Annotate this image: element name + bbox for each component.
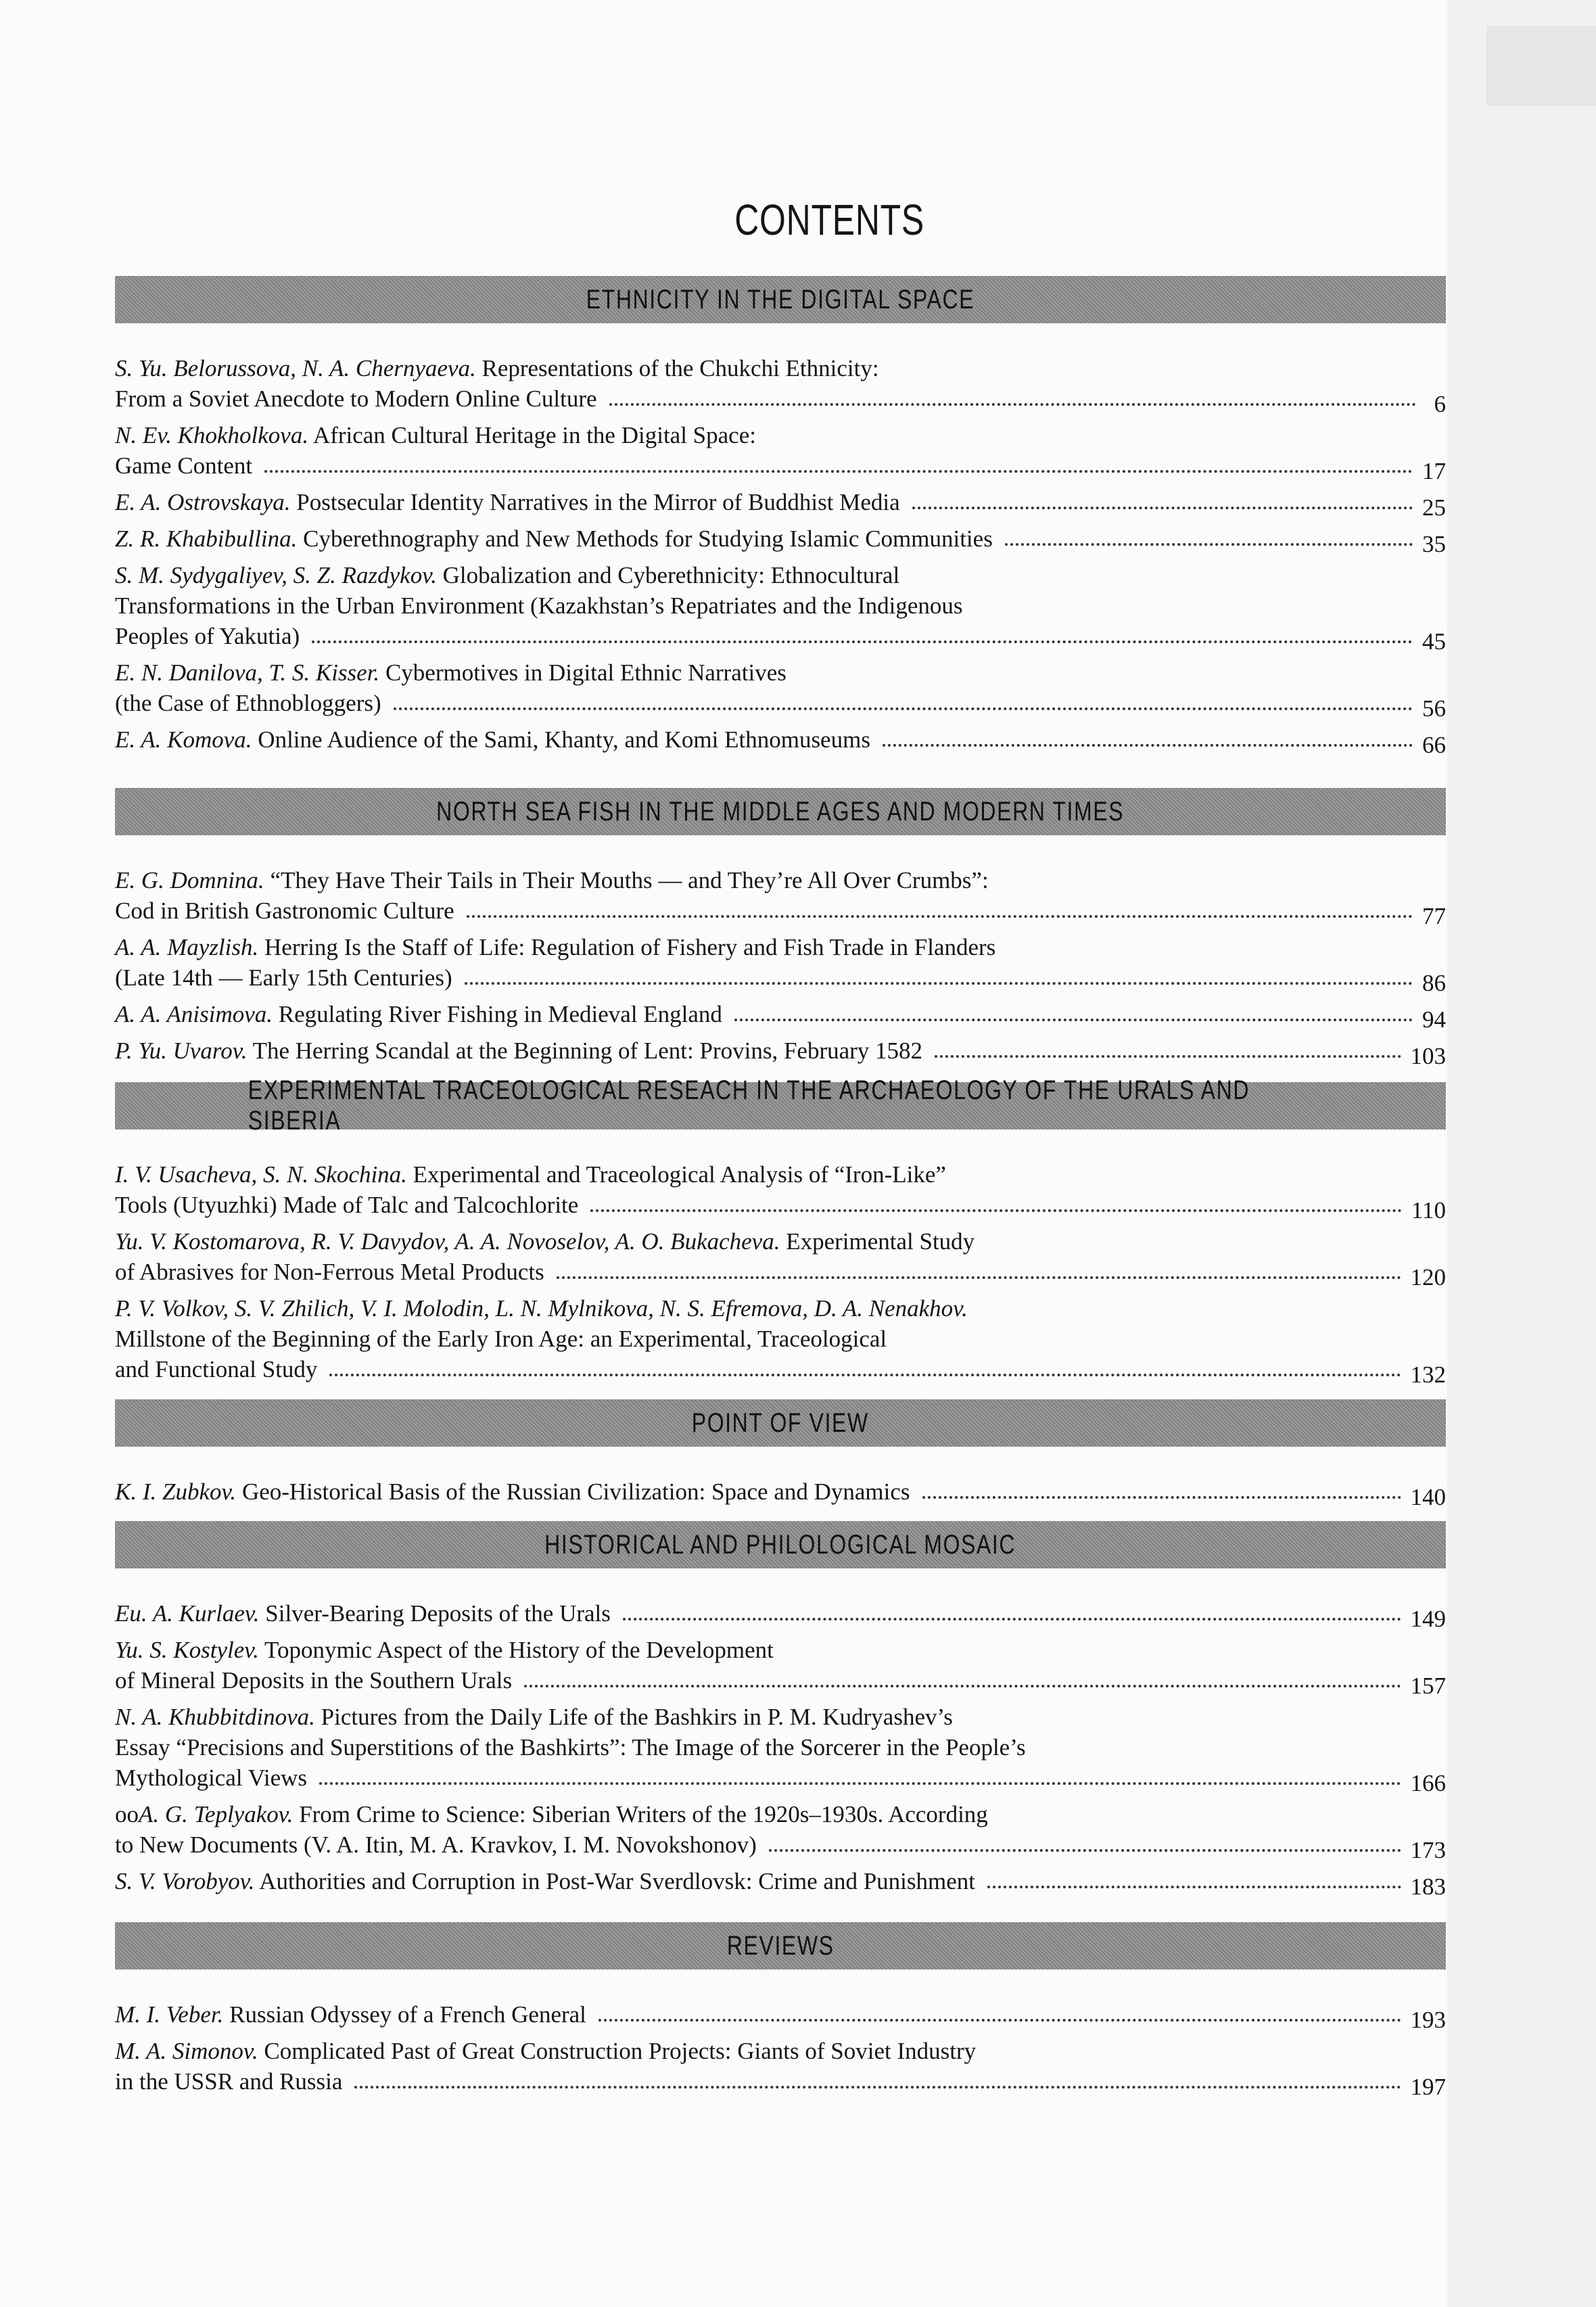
dot-leader	[935, 1055, 1401, 1058]
section-heading-bar	[115, 1922, 1446, 1970]
entry-title: Globalization and Cyberethnicity: Ethnocultural	[436, 562, 900, 588]
entry-title: Essay “Precisions and Superstitions of the Bashkirts”: The Image of the Sorcerer in the People’s	[115, 1734, 1026, 1761]
dot-leader	[524, 1685, 1401, 1687]
entry-title: Regulating River Fishing in Medieval England	[273, 1001, 722, 1027]
entry-text	[115, 422, 756, 448]
entry-authors: E. G. Domnina.	[115, 867, 264, 893]
section-heading: POINT OF VIEW	[691, 1407, 869, 1438]
entry-line	[115, 1324, 1446, 1354]
toc-entry[interactable]	[115, 1635, 1446, 1699]
entry-title: Transformations in the Urban Environment (Kazakhstan’s Repatriates and the Indigenous	[115, 592, 963, 619]
toc-entry[interactable]	[115, 999, 1446, 1033]
toc-section	[115, 1922, 1446, 2103]
page-number: 25	[1422, 494, 1446, 521]
entry-title: Authorities and Corruption in Post-War Sverdlovsk: Crime and Punishment	[254, 1868, 976, 1894]
entry-title: Peoples of Yakutia)	[115, 623, 300, 649]
entry-text	[115, 1763, 307, 1793]
entry-authors: Eu. A. Kurlaev.	[115, 1600, 260, 1627]
entry-title: Toponymic Aspect of the History of the Development	[258, 1637, 774, 1663]
entry-title: African Cultural Heritage in the Digital Space:	[308, 422, 756, 448]
entry-line	[115, 1866, 1446, 1900]
dot-leader	[623, 1618, 1401, 1621]
entry-authors: S. V. Vorobyov.	[115, 1868, 255, 1894]
entry-line	[115, 1476, 1446, 1510]
page-number: 103	[1410, 1043, 1446, 1069]
entry-title: Herring Is the Staff of Life: Regulation of Fishery and Fish Trade in Flanders	[258, 934, 996, 960]
dot-leader	[609, 403, 1416, 406]
entry-text	[115, 355, 879, 381]
entry-title: of Mineral Deposits in the Southern Urals	[115, 1667, 513, 1694]
toc-entry[interactable]	[115, 1598, 1446, 1632]
entry-text	[115, 1326, 887, 1352]
toc-entry[interactable]	[115, 523, 1446, 557]
entry-text	[115, 895, 454, 926]
dot-leader	[557, 1276, 1401, 1279]
entry-line	[115, 450, 1446, 484]
page-number: 132	[1410, 1361, 1446, 1388]
entry-line	[115, 1799, 1446, 1830]
entry-line	[115, 1354, 1446, 1388]
entry-title: (Late 14th — Early 15th Centuries)	[115, 964, 452, 991]
section-heading: EXPERIMENTAL TRACEOLOGICAL RESEACH IN THE ARCHAEOLOGY OF THE URALS AND SIBERIA	[248, 1075, 1250, 1136]
dot-leader	[329, 1374, 1401, 1376]
dot-leader	[319, 1782, 1401, 1785]
toc-entry[interactable]	[115, 1866, 1446, 1900]
dot-leader	[590, 1209, 1401, 1212]
entry-title: Silver-Bearing Deposits of the Urals	[259, 1600, 611, 1627]
page-tab	[1486, 26, 1596, 106]
entry-authors: A. A. Mayzlish.	[115, 934, 259, 960]
entry-line	[115, 1293, 1446, 1324]
entry-title: Tools (Utyuzhki) Made of Talc and Talcochlorite	[115, 1192, 579, 1218]
toc-entry[interactable]	[115, 865, 1446, 929]
entry-text	[115, 2066, 342, 2097]
entry-title: Cyberethnography and New Methods for Studying Islamic Communities	[297, 526, 993, 552]
entry-line	[115, 621, 1446, 655]
entry-line	[115, 560, 1446, 590]
section-heading-bar	[115, 1399, 1446, 1447]
toc-section	[115, 788, 1446, 1072]
entry-text	[115, 1035, 922, 1066]
page-number: 157	[1410, 1673, 1446, 1699]
entry-title: From Crime to Science: Siberian Writers of the 1920s–1930s. According	[293, 1801, 988, 1827]
toc-entry[interactable]	[115, 487, 1446, 521]
toc-entry[interactable]	[115, 724, 1446, 758]
entry-line	[115, 1702, 1446, 1732]
toc-entry[interactable]	[115, 1226, 1446, 1290]
entry-text	[115, 1704, 953, 1730]
dot-leader	[912, 507, 1413, 509]
entry-authors: P. Yu. Uvarov.	[115, 1038, 248, 1064]
section-heading-bar	[115, 788, 1446, 835]
entry-authors: E. A. Ostrovskaya.	[115, 489, 291, 515]
entry-line	[115, 2066, 1446, 2100]
entry-line	[115, 895, 1446, 929]
entry-text	[115, 1228, 975, 1255]
dot-leader	[354, 2086, 1401, 2089]
dot-leader	[264, 470, 1413, 473]
page-number: 183	[1410, 1873, 1446, 1900]
toc-entry[interactable]	[115, 1293, 1446, 1388]
entry-title: Cod in British Gastronomic Culture	[115, 898, 454, 924]
entry-text	[115, 523, 993, 554]
entry-line	[115, 353, 1446, 383]
entry-authors: K. I. Zubkov.	[115, 1478, 237, 1505]
entry-title: to New Documents (V. A. Itin, M. A. Kravkov, I. M. Novokshonov)	[115, 1832, 757, 1858]
entry-title: (the Case of Ethnobloggers)	[115, 690, 381, 716]
entry-authors: Yu. V. Kostomarova, R. V. Davydov, A. A. Novoselov, A. O. Bukacheva.	[115, 1228, 780, 1255]
entry-text	[115, 1295, 968, 1322]
page-number: 94	[1422, 1006, 1446, 1033]
entry-text	[115, 1476, 910, 1507]
page-number: 173	[1410, 1837, 1446, 1863]
entry-line	[115, 383, 1446, 417]
dot-leader	[922, 1496, 1401, 1499]
entry-title: Game Content	[115, 452, 253, 479]
entry-text	[115, 383, 597, 414]
entry-text	[115, 1354, 317, 1384]
entry-text	[115, 562, 899, 588]
entry-line	[115, 657, 1446, 688]
entry-line	[115, 1763, 1446, 1796]
section-heading: NORTH SEA FISH IN THE MIDDLE AGES AND MODERN TIMES	[436, 796, 1125, 826]
section-heading: ETHNICITY IN THE DIGITAL SPACE	[586, 284, 975, 314]
entry-line	[115, 1257, 1446, 1290]
page-number: 193	[1410, 2007, 1446, 2033]
entry-line	[115, 487, 1446, 521]
dot-leader	[465, 982, 1413, 985]
entry-title: Pictures from the Daily Life of the Bashkirs in P. M. Kudryashev’s	[314, 1704, 953, 1730]
entry-title: and Functional Study	[115, 1356, 318, 1382]
toc-entry[interactable]	[115, 2036, 1446, 2100]
page-number: 120	[1410, 1264, 1446, 1290]
entry-line	[115, 724, 1446, 758]
entry-line	[115, 590, 1446, 621]
entry-title: Millstone of the Beginning of the Early Iron Age: an Experimental, Traceological	[115, 1326, 887, 1352]
dot-leader	[734, 1019, 1413, 1021]
entry-line	[115, 1665, 1446, 1699]
page-number: 56	[1422, 695, 1446, 722]
page-title: CONTENTS	[734, 195, 924, 244]
section-heading: REVIEWS	[726, 1930, 835, 1961]
entry-text	[115, 1734, 1026, 1761]
entry-authors: N. Ev. Khokholkova.	[115, 422, 309, 448]
entry-line	[115, 1830, 1446, 1863]
entry-line	[115, 1999, 1446, 2033]
entry-text	[115, 1665, 512, 1696]
toc-entry[interactable]	[115, 353, 1446, 417]
entry-text	[115, 621, 300, 651]
entry-line	[115, 1226, 1446, 1257]
entry-line	[115, 1035, 1446, 1069]
entry-title: in the USSR and Russia	[115, 2068, 343, 2095]
entry-line	[115, 523, 1446, 557]
entry-text	[115, 1637, 774, 1663]
entry-line	[115, 865, 1446, 895]
entry-text	[115, 962, 452, 993]
toc-entry[interactable]	[115, 1999, 1446, 2033]
entry-text	[115, 1866, 975, 1896]
entry-text	[115, 1999, 586, 2030]
page-number: 45	[1422, 628, 1446, 655]
dot-leader	[312, 640, 1413, 643]
page-number: 66	[1422, 732, 1446, 758]
entry-title: of Abrasives for Non-Ferrous Metal Products	[115, 1259, 544, 1285]
entry-title: Cybermotives in Digital Ethnic Narratives	[379, 659, 787, 686]
entry-title: Representations of the Chukchi Ethnicity:	[475, 355, 879, 381]
entry-line	[115, 1598, 1446, 1632]
toc-entry[interactable]	[115, 420, 1446, 484]
toc-entry[interactable]	[115, 1702, 1446, 1796]
toc-section	[115, 276, 1446, 761]
page-edge	[1447, 0, 1596, 2307]
entry-title: Online Audience of the Sami, Khanty, and Komi Ethnomuseums	[252, 726, 870, 753]
dot-leader	[883, 744, 1413, 747]
entry-text	[115, 688, 381, 718]
entry-text	[115, 450, 252, 481]
page-number: 197	[1410, 2074, 1446, 2100]
entry-title: The Herring Scandal at the Beginning of Lent: Provins, February 1582	[247, 1038, 923, 1064]
toc-entry[interactable]	[115, 1035, 1446, 1069]
entry-text	[115, 1801, 988, 1827]
entry-title: Experimental Study	[780, 1228, 975, 1255]
entry-line	[115, 1732, 1446, 1763]
dot-leader	[598, 2019, 1401, 2022]
dot-leader	[467, 915, 1413, 918]
entry-line	[115, 688, 1446, 722]
dot-leader	[394, 707, 1413, 710]
entry-title: Mythological Views	[115, 1765, 308, 1791]
toc-entry[interactable]	[115, 932, 1446, 996]
entry-text	[115, 1830, 757, 1860]
dot-leader	[1005, 543, 1413, 546]
entry-title: Postsecular Identity Narratives in the Mirror of Buddhist Media	[290, 489, 900, 515]
toc-entry[interactable]	[115, 657, 1446, 722]
dot-leader	[987, 1886, 1401, 1888]
dot-leader	[769, 1849, 1401, 1852]
entry-authors: A. G. Teplyakov.	[139, 1801, 294, 1827]
entry-text	[115, 592, 963, 619]
entry-line	[115, 1190, 1446, 1224]
entry-text	[115, 659, 787, 686]
section-heading-bar	[115, 276, 1446, 323]
entry-title: Complicated Past of Great Construction Projects: Giants of Soviet Industry	[258, 2038, 977, 2064]
entry-line	[115, 1159, 1446, 1190]
entry-text	[115, 1257, 544, 1287]
entry-authors: S. Yu. Belorussova, N. A. Chernyaeva.	[115, 355, 476, 381]
section-heading-bar	[115, 1521, 1446, 1568]
entry-text	[115, 1161, 946, 1188]
entry-authors: Z. R. Khabibullina.	[115, 526, 298, 552]
entry-title: From a Soviet Anecdote to Modern Online Culture	[115, 386, 597, 412]
entry-text	[115, 934, 995, 960]
entry-line	[115, 962, 1446, 996]
entry-title: Experimental and Traceological Analysis of “Iron-Like”	[406, 1161, 946, 1188]
toc-entry[interactable]	[115, 1159, 1446, 1224]
toc-section	[115, 1399, 1446, 1513]
toc-entry[interactable]	[115, 1476, 1446, 1510]
entry-text	[115, 2038, 976, 2064]
entry-authors: M. A. Simonov.	[115, 2038, 258, 2064]
page-number: 35	[1422, 531, 1446, 557]
entry-authors: I. V. Usacheva, S. N. Skochina.	[115, 1161, 407, 1188]
toc-entry[interactable]	[115, 560, 1446, 655]
entry-authors: S. M. Sydygaliyev, S. Z. Razdykov.	[115, 562, 437, 588]
entry-text	[115, 487, 900, 517]
toc-entry[interactable]	[115, 1799, 1446, 1863]
entry-title: Geo-Historical Basis of the Russian Civilization: Space and Dynamics	[236, 1478, 910, 1505]
entry-line	[115, 1635, 1446, 1665]
entry-authors: A. A. Anisimova.	[115, 1001, 273, 1027]
entry-text	[115, 867, 989, 893]
entry-line	[115, 2036, 1446, 2066]
toc-section	[115, 1075, 1446, 1391]
entry-line	[115, 932, 1446, 962]
entry-text	[115, 1190, 578, 1220]
page-number: 6	[1434, 391, 1446, 417]
entry-title: Russian Odyssey of a French General	[223, 2001, 586, 2028]
entry-line	[115, 420, 1446, 450]
entry-text	[115, 1598, 611, 1629]
page-number: 149	[1410, 1606, 1446, 1632]
page-number: 86	[1422, 970, 1446, 996]
entry-line	[115, 999, 1446, 1033]
page-number: 166	[1410, 1770, 1446, 1796]
section-heading: HISTORICAL AND PHILOLOGICAL MOSAIC	[544, 1529, 1016, 1560]
entry-prefix: oo	[115, 1801, 139, 1827]
page-number: 77	[1422, 903, 1446, 929]
entry-title: “They Have Their Tails in Their Mouths — and They’re All Over Crumbs”:	[264, 867, 989, 893]
entry-authors: P. V. Volkov, S. V. Zhilich, V. I. Molodin, L. N. Mylnikova, N. S. Efremova, D. A. Nenakhov.	[115, 1295, 968, 1322]
entry-authors: E. N. Danilova, T. S. Kisser.	[115, 659, 380, 686]
entry-text	[115, 999, 722, 1029]
page-number: 110	[1411, 1197, 1446, 1224]
entry-authors: N. A. Khubbitdinova.	[115, 1704, 315, 1730]
entry-authors: M. I. Veber.	[115, 2001, 224, 2028]
toc-section	[115, 1521, 1446, 1903]
entry-authors: E. A. Komova.	[115, 726, 252, 753]
page-number: 140	[1410, 1484, 1446, 1510]
page-number: 17	[1422, 458, 1446, 484]
entry-authors: Yu. S. Kostylev.	[115, 1637, 259, 1663]
section-heading-bar	[115, 1075, 1446, 1136]
entry-text	[115, 724, 870, 755]
